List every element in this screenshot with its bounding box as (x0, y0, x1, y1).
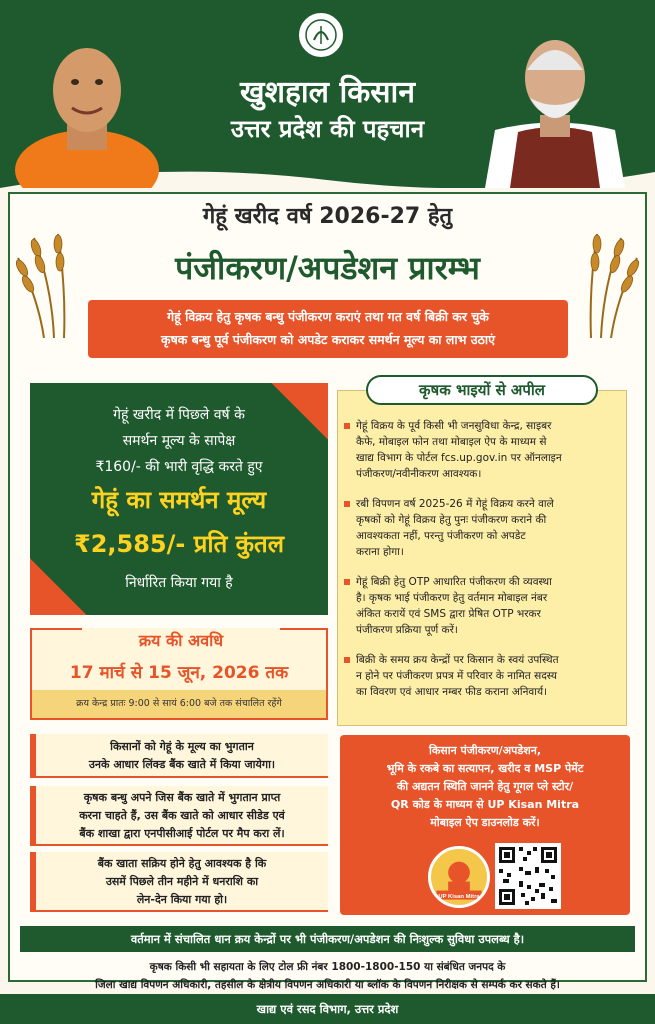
bullet-icon (344, 657, 350, 663)
banner-line1: गेहूं विक्रय हेतु कृषक बन्धु पंजीकरण कराएं तथा गत वर्ष बिक्री कर चुके (167, 309, 489, 324)
wheat-icon (571, 228, 641, 338)
payment-note (30, 734, 328, 778)
bullet-line: का विवरण एवं आधार नम्बर फीड कराना अनिवार्य। (356, 686, 548, 698)
portrait-left (12, 20, 162, 188)
msp-line2: समर्थन मूल्य के सापेक्ष (122, 433, 236, 449)
bullet-line: है। कृषक भाई पंजीकरण हेतु वर्तमान मोबाइल नंबर (356, 592, 548, 604)
bullet-line: न होने पर पंजीकरण प्रपत्र में परिवार के नामित सदस्य (356, 670, 557, 682)
appeal-bullet (344, 652, 622, 700)
purchase-period-heading: क्रय की अवधि (82, 628, 280, 654)
note-line: उनके आधार लिंक्ड बैंक खाते में किया जायेगा। (88, 758, 276, 771)
bank-active-note (30, 852, 328, 912)
header-title-line1: खुशहाल किसान (240, 75, 415, 110)
app-logo-icon (428, 846, 490, 908)
bullet-icon (344, 579, 350, 585)
bullet-icon (344, 423, 350, 429)
bullet-line: कैफे, मोबाइल फोन तथा मोबाइल ऐप के माध्यम से (356, 436, 547, 448)
app-info-line: की अद्यतन स्थिति जानने हेतु गूगल प्ले स्टोर/ (396, 780, 574, 793)
bullet-line: बिक्री के समय क्रय केन्द्रों पर किसान के स्वयं उपस्थित (356, 654, 559, 666)
bullet-line: गेहूं विक्रय के पूर्व किसी भी जनसुविधा केन्द्र, साइबर (356, 420, 552, 432)
bullet-line: आवश्यकता नहीं, परन्तु पंजीकरण को अपडेट (356, 530, 526, 542)
app-info-line: QR कोड के माध्यम से UP Kisan Mitra (390, 798, 580, 811)
registration-title: पंजीकरण/अपडेशन प्रारम्भ (175, 249, 480, 287)
header-title-line2: उत्तर प्रदेश की पहचान (230, 115, 425, 143)
bullet-line: कृषकों को गेहूं विक्रय हेतु पुनः पंजीकरण कराने की (356, 514, 547, 526)
free-facility-strip: वर्तमान में संचालित धान क्रय केन्द्रों पर भी पंजीकरण/अपडेशन की निःशुल्क सुविधा उपलब्ध है। (20, 926, 635, 952)
msp-line4: निर्धारित किया गया है (125, 575, 233, 591)
purchase-period-box (30, 628, 328, 720)
appeal-bullet (344, 496, 622, 560)
banner-line2: कृषक बन्धु पूर्व पंजीकरण को अपडेट कराकर समर्थन मूल्य का लाभ उठाएं (160, 332, 496, 347)
helpline-line1: कृषक किसी भी सहायता के लिए टोल फ्री नंबर 1800-1800-150 या संबंधित जनपद के (149, 961, 506, 973)
appeal-bullet (344, 574, 622, 638)
bullet-line: पंजीकरण प्रक्रिया पूर्ण करें। (356, 624, 458, 636)
msp-price: ₹2,585/- प्रति कुंतल (74, 530, 284, 558)
footer-department: खाद्य एवं रसद विभाग, उत्तर प्रदेश (0, 994, 655, 1024)
registration-banner (88, 300, 568, 358)
appeal-bullet (344, 418, 622, 482)
app-info-line: मोबाइल ऐप डाउनलोड करें। (430, 816, 540, 829)
note-line: कृषक बन्धु अपने जिस बैंक खाते में भुगतान प्राप्त (83, 791, 281, 804)
note-line: उसमें पिछले तीन महीने में धनराशि का (105, 875, 259, 888)
note-line: किसानों को गेहूं के मूल्य का भुगतान (110, 740, 254, 753)
up-emblem-icon (296, 10, 346, 60)
wheat-icon (14, 228, 84, 338)
bullet-line: अंकित करायें एवं SMS द्वारा प्रेषित OTP भरकर (356, 608, 541, 620)
bullet-icon (344, 501, 350, 507)
bullet-line: गेहूं बिक्री हेतु OTP आधारित पंजीकरण की व्यवस्था (356, 576, 552, 588)
msp-line1: गेहूं खरीद में पिछले वर्ष के (113, 407, 245, 423)
bullet-line: खाद्य विभाग के पोर्टल fcs.up.gov.in पर ऑनलाइन (356, 452, 562, 464)
note-line: बैंक खाता सक्रिय होने हेतु आवश्यक है कि (97, 857, 267, 870)
app-info-line: किसान पंजीकरण/अपडेशन, (429, 744, 541, 757)
portrait-right (480, 20, 630, 188)
bank-mapping-note (30, 786, 328, 846)
bullet-line: पंजीकरण/नवीनीकरण आवश्यक। (356, 468, 482, 480)
note-line: लेन-देन किया गया हो। (136, 893, 228, 906)
appeal-heading: कृषक भाइयों से अपील (366, 375, 598, 405)
msp-title: गेहूं का समर्थन मूल्य (91, 486, 267, 514)
app-logo-text: UP Kisan Mitra (438, 893, 480, 900)
note-line: करना चाहते हैं, उस बैंक खाते को आधार सीडेड एवं (79, 809, 285, 822)
msp-line3: ₹160/- की भारी वृद्धि करते हुए (95, 459, 263, 475)
helpline-line2: जिला खाद्य विपणन अधिकारी, तहसील के क्षेत्रीय विपणन अधिकारी या ब्लॉक के विपणन निरीक्षक से सम्पर्क कर सकते हैं। (95, 979, 560, 991)
purchase-center-timing: क्रय केन्द्र प्रातः 9:00 से सायं 6:00 बजे तक संचालित रहेंगे (32, 690, 326, 718)
app-info-line: भूमि के रकबे का सत्यापन, खरीद व MSP पेमेंट (386, 762, 584, 775)
note-line: बैंक शाखा द्वारा एनपीसीआई पोर्टल पर मैप करा लें। (79, 827, 285, 840)
bullet-line: कराना होगा। (356, 546, 404, 558)
msp-box (30, 383, 328, 615)
procurement-year-title: गेहूं खरीद वर्ष 2026-27 हेतु (202, 204, 453, 229)
qr-code-icon[interactable] (495, 843, 561, 909)
bullet-line: रबी विपणन वर्ष 2025-26 में गेहूं विक्रय करने वाले (356, 498, 554, 510)
purchase-period-dates: 17 मार्च से 15 जून, 2026 तक (69, 663, 289, 683)
